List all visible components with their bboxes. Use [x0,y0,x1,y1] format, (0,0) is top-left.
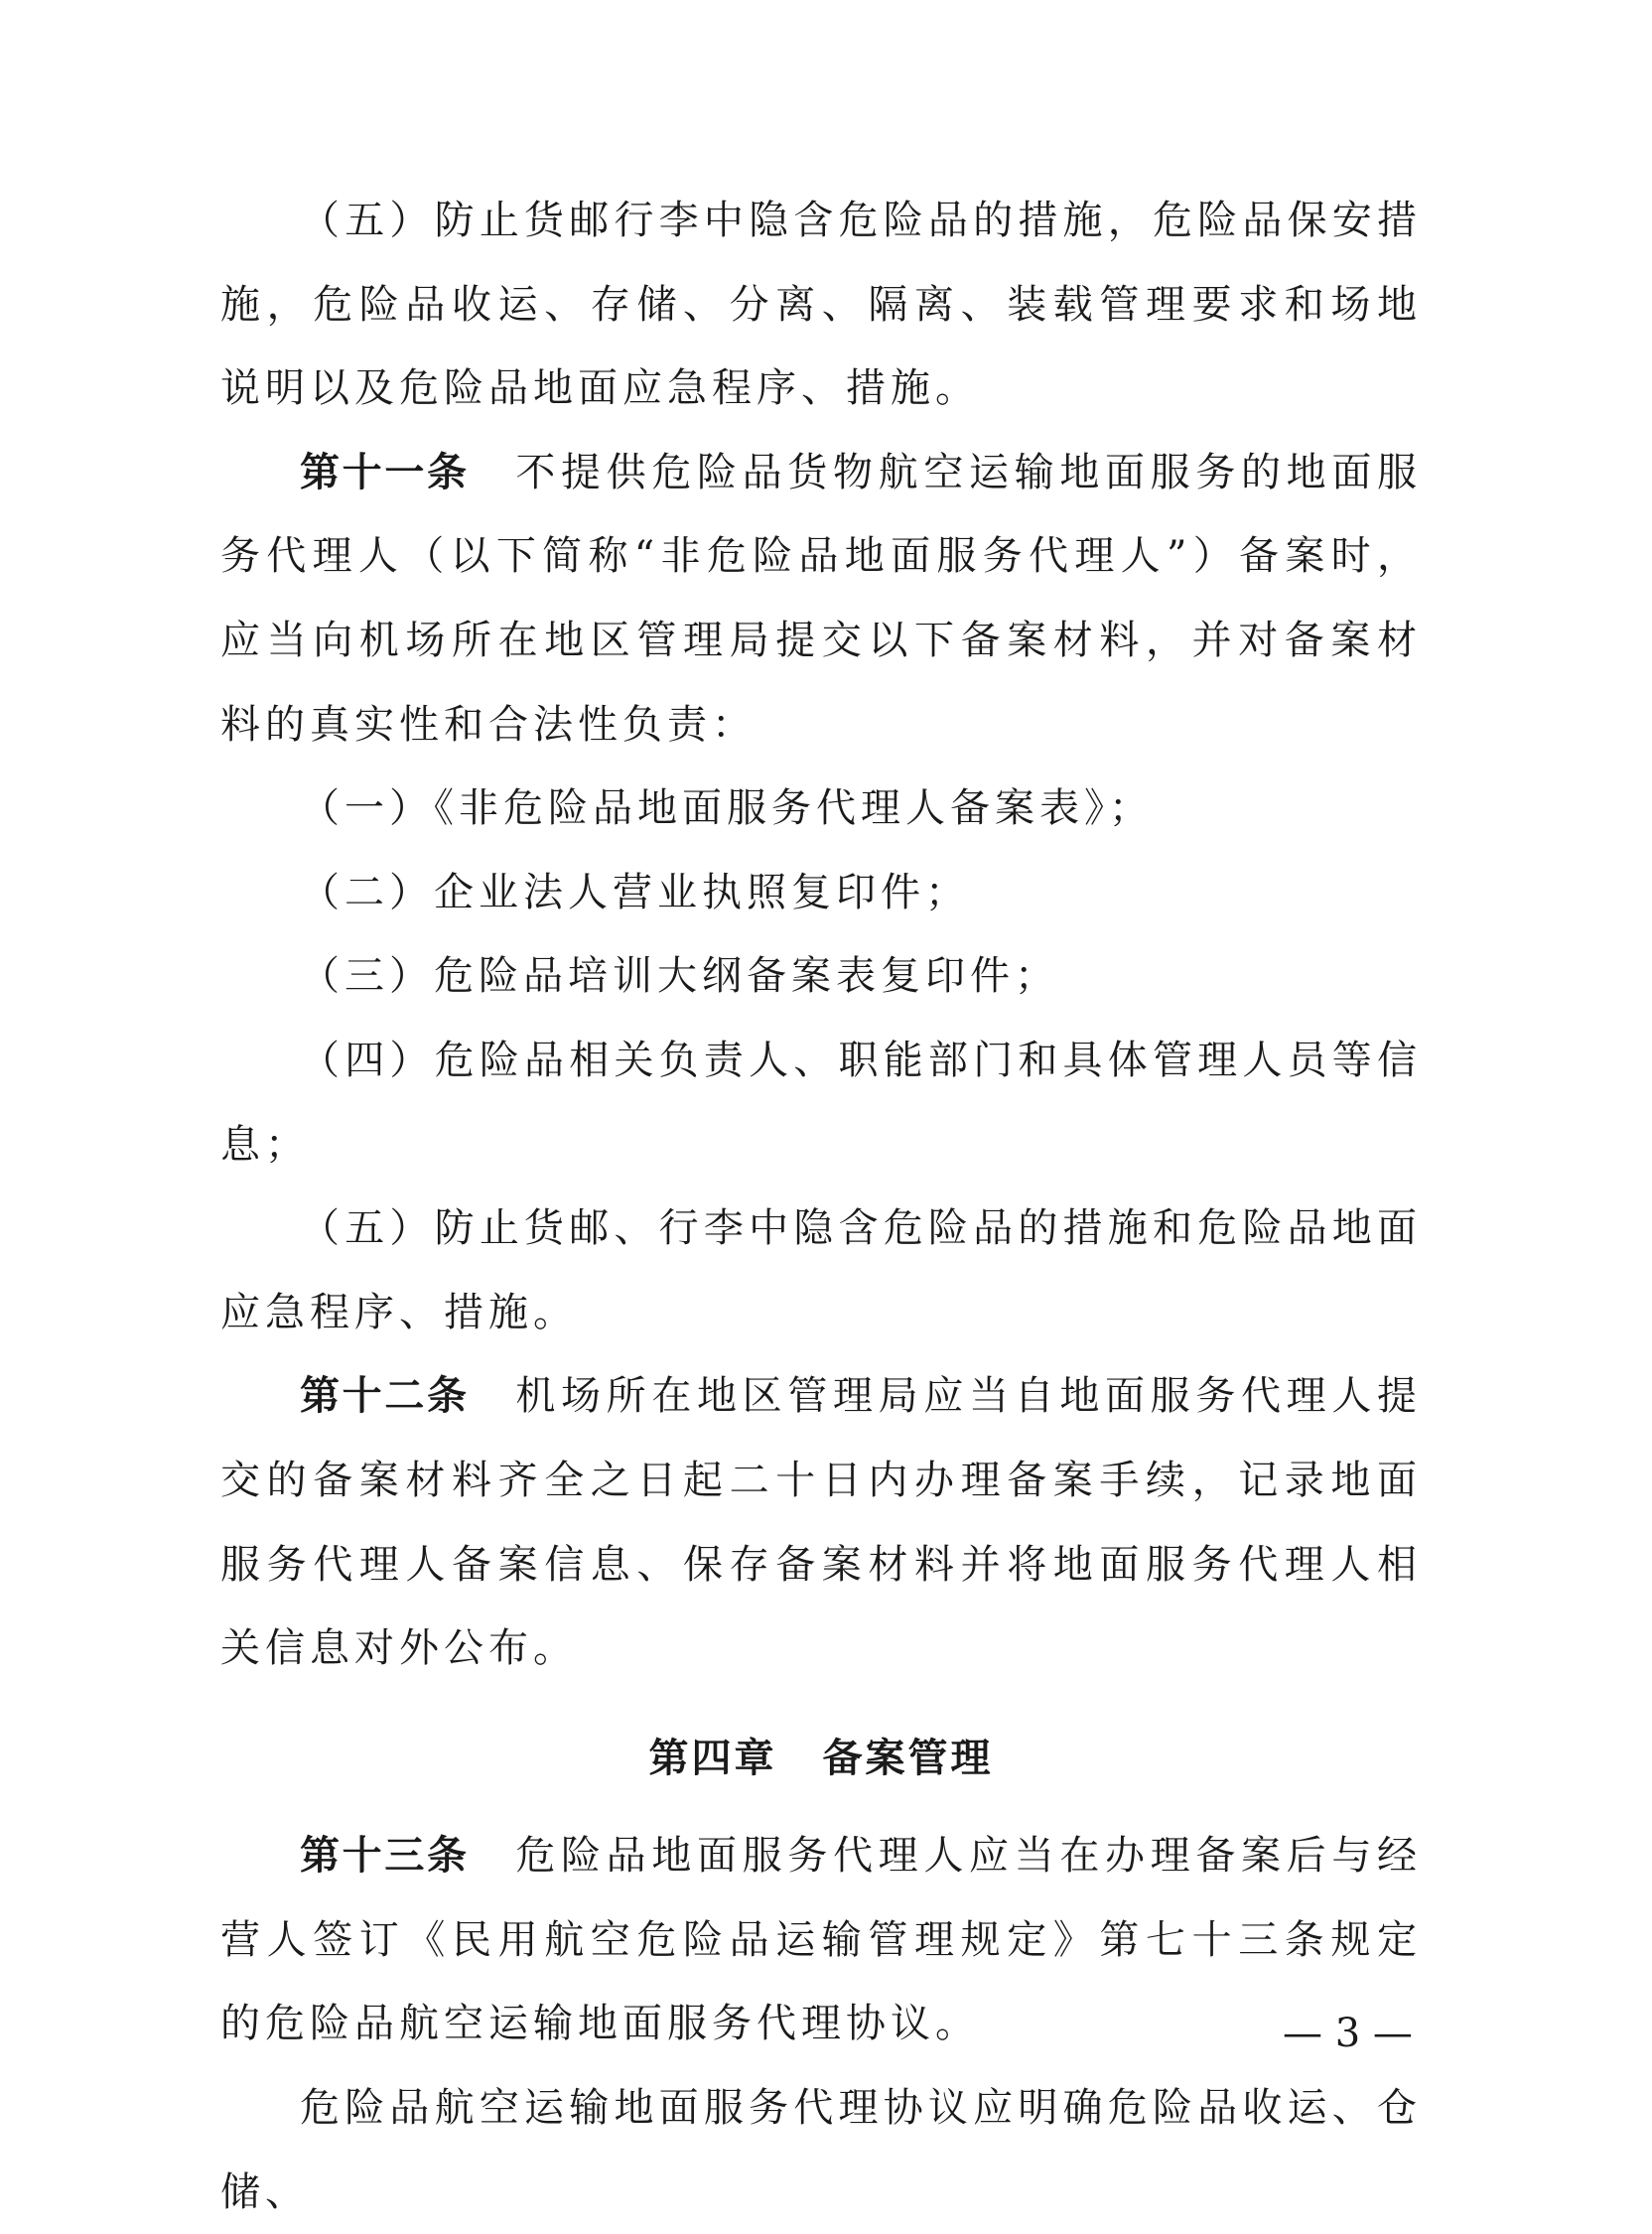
paragraph-text: 危险品航空运输地面服务代理协议应明确危险品收运、仓储、 [220,2085,1422,2215]
article-12 [220,1354,1422,1690]
chapter-heading [220,1717,1422,1801]
list-item-3 [220,934,1422,1019]
article-text: 机场所在地区管理局应当自地面服务代理人提交的备案材料齐全之日起二十日内办理备案手续，记录地面服务代理人备案信息、保存备案材料并将地面服务代理人相关信息对外公布。 [220,1373,1423,1672]
article-11 [220,431,1422,767]
article-text: 不提供危险品货物航空运输地面服务的地面服务代理人（以下简称“非危险品地面服务代理人”）备案时，应当向机场所在地区管理局提交以下备案材料，并对备案材料的真实性和合法性负责： [220,449,1423,748]
list-item-text: （一）《非危险品地面服务代理人备案表》； [300,785,1154,832]
list-item-2 [220,851,1422,935]
list-item-text: （四）危险品相关负责人、职能部门和具体管理人员等信息； [220,1037,1422,1168]
article-number: 第十二条 [300,1373,470,1420]
list-item-4 [220,1019,1422,1187]
paragraph-text: （五）防止货邮行李中隐含危险品的措施，危险品保安措施，危险品收运、存储、分离、隔离、装载管理要求和场地说明以及危险品地面应急程序、措施。 [220,198,1422,412]
list-item-text: （五）防止货邮、行李中隐含危险品的措施和危险品地面应急程序、措施。 [220,1205,1422,1335]
chapter-title: 备案管理 [822,1735,994,1781]
article-13 [220,1814,1422,2066]
document-page [220,179,1422,2234]
article-number: 第十一条 [300,449,470,495]
list-item-text: （三）危险品培训大纲备案表复印件； [300,953,1059,1000]
article-number: 第十三条 [300,1833,470,1880]
article-text: 危险品地面服务代理人应当在办理备案后与经营人签订《民用航空危险品运输管理规定》第七十三条规定的危险品航空运输地面服务代理协议。 [220,1833,1423,2047]
list-item-text: （二）企业法人营业执照复印件； [300,869,970,915]
agreement-paragraph [220,2066,1422,2234]
chapter-number: 第四章 [648,1735,777,1781]
list-item-1 [220,767,1422,851]
paragraph-item-5 [220,179,1422,431]
list-item-5 [220,1187,1422,1354]
page-number: — 3 — [1283,2011,1413,2056]
